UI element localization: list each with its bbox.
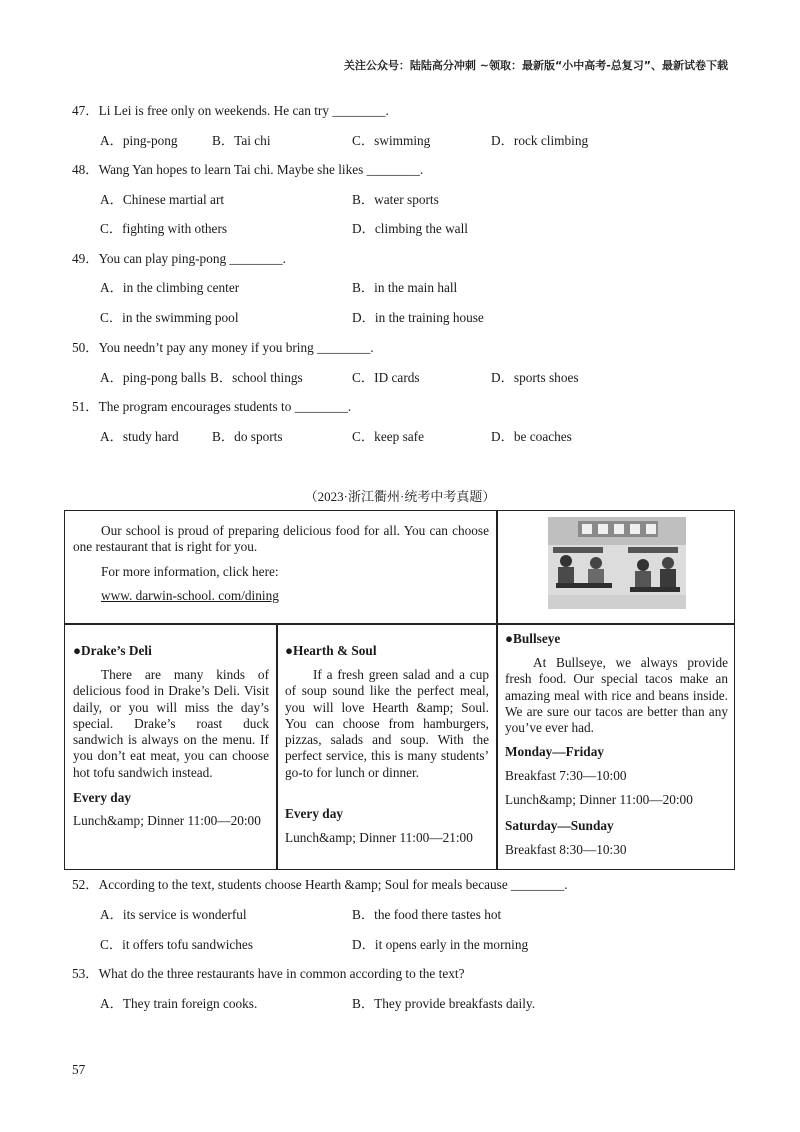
question-50-stem: 50．You needn’t pay any money if you bring ________. <box>72 340 374 355</box>
question-49-stem: 49．You can play ping-pong ________. <box>72 251 286 266</box>
schedule-hours: Lunch&amp; Dinner 11:00—20:00 <box>73 813 261 828</box>
question-49-option-b: B．in the main hall <box>352 280 458 295</box>
divider <box>276 623 278 870</box>
question-50-option-a: A．ping-pong balls <box>100 370 206 385</box>
schedule-hours: Breakfast 7:30—10:00 <box>505 768 627 783</box>
question-49-option-c: C．in the swimming pool <box>100 310 239 325</box>
ad-dining-link[interactable]: www. darwin-school. com/dining <box>101 588 279 603</box>
question-52-option-c: C．it offers tofu sandwiches <box>100 937 254 952</box>
schedule-label: Monday—Friday <box>505 744 604 759</box>
question-49-option-a: A．in the climbing center <box>100 280 240 295</box>
question-52-stem: 52．According to the text, students choose Hearth &amp; Soul for meals because ________. <box>72 877 568 892</box>
question-47-option-b: B．Tai chi <box>212 133 271 148</box>
question-51-stem: 51．The program encourages students to ________. <box>72 399 352 414</box>
schedule-label: Saturday—Sunday <box>505 818 614 833</box>
question-47-stem: 47．Li Lei is free only on weekends. He can try ________. <box>72 103 389 118</box>
page-header: 关注公众号：陆陆高分冲刺 ~领取：最新版“小中高考-总复习”、最新试卷下载 <box>343 59 728 72</box>
question-50-option-d: D．sports shoes <box>491 370 579 385</box>
question-50-option-b: B．school things <box>210 370 303 385</box>
question-48-stem: 48．Wang Yan hopes to learn Tai chi. Maybe she likes ________. <box>72 162 424 177</box>
restaurant-name-hearth-soul: ●Hearth & Soul <box>285 643 377 658</box>
question-47-option-c: C．swimming <box>352 133 431 148</box>
restaurant-name-drakes-deli: ●Drake’s Deli <box>73 643 152 658</box>
question-49-option-d: D．in the training house <box>352 310 484 325</box>
ad-intro: Our school is proud of preparing delicious food for all. You can choose one restaurant that is right for you. <box>73 523 489 555</box>
question-51-option-a: A．study hard <box>100 429 179 444</box>
question-53-stem: 53．What do the three restaurants have in common according to the text? <box>72 966 465 981</box>
restaurant-desc-drakes-deli: There are many kinds of delicious food in Drake’s Deli. Visit daily, or you will miss the day’s special. Drake’s roast duck sandwich is always on the menu. If you don’t eat meat, you can choose hot tofu sandwich instead. <box>73 667 269 780</box>
schedule-hours: Breakfast 8:30—10:30 <box>505 842 627 857</box>
schedule-label: Every day <box>285 806 343 821</box>
question-48-option-a: A．Chinese martial art <box>100 192 225 207</box>
question-52-option-d: D．it opens early in the morning <box>352 937 529 952</box>
ad-more-info: For more information, click here: <box>101 564 279 579</box>
divider <box>64 623 498 625</box>
divider <box>496 623 735 625</box>
question-53-option-b: B．They provide breakfasts daily. <box>352 996 536 1011</box>
dining-hall-illustration <box>548 517 686 609</box>
divider <box>496 510 498 870</box>
restaurant-name-bullseye: ●Bullseye <box>505 631 561 646</box>
question-47-option-d: D．rock climbing <box>491 133 589 148</box>
question-51-option-d: D．be coaches <box>491 429 572 444</box>
question-53-option-a: A．They train foreign cooks. <box>100 996 258 1011</box>
question-48-option-b: B．water sports <box>352 192 439 207</box>
restaurant-desc-hearth-soul: If a fresh green salad and a cup of soup sound like the perfect meal, you will love Hearth &amp; Soul. You can choose from hamburgers, pizzas, salads and soup. With the perfect service, this is many students’ go-to for lunch or dinner. <box>285 667 489 780</box>
question-48-option-c: C．fighting with others <box>100 221 228 236</box>
question-52-option-a: A．its service is wonderful <box>100 907 247 922</box>
question-51-option-b: B．do sports <box>212 429 283 444</box>
schedule-label: Every day <box>73 790 131 805</box>
question-50-option-c: C．ID cards <box>352 370 420 385</box>
schedule-hours: Lunch&amp; Dinner 11:00—21:00 <box>285 830 473 845</box>
question-47-option-a: A．ping-pong <box>100 133 178 148</box>
schedule-hours: Lunch&amp; Dinner 11:00—20:00 <box>505 792 693 807</box>
dining-hall-picture <box>548 517 686 609</box>
question-51-option-c: C．keep safe <box>352 429 424 444</box>
source-label: （2023·浙江衢州·统考中考真题） <box>304 489 496 504</box>
restaurant-desc-bullseye: At Bullseye, we always provide fresh food. Our special tacos make an amazing meal with rice and beans inside. We are sure our tacos are better than any you’ve ever had. <box>505 655 728 736</box>
question-48-option-d: D．climbing the wall <box>352 221 468 236</box>
page-number: 57 <box>72 1062 86 1077</box>
question-52-option-b: B．the food there tastes hot <box>352 907 502 922</box>
